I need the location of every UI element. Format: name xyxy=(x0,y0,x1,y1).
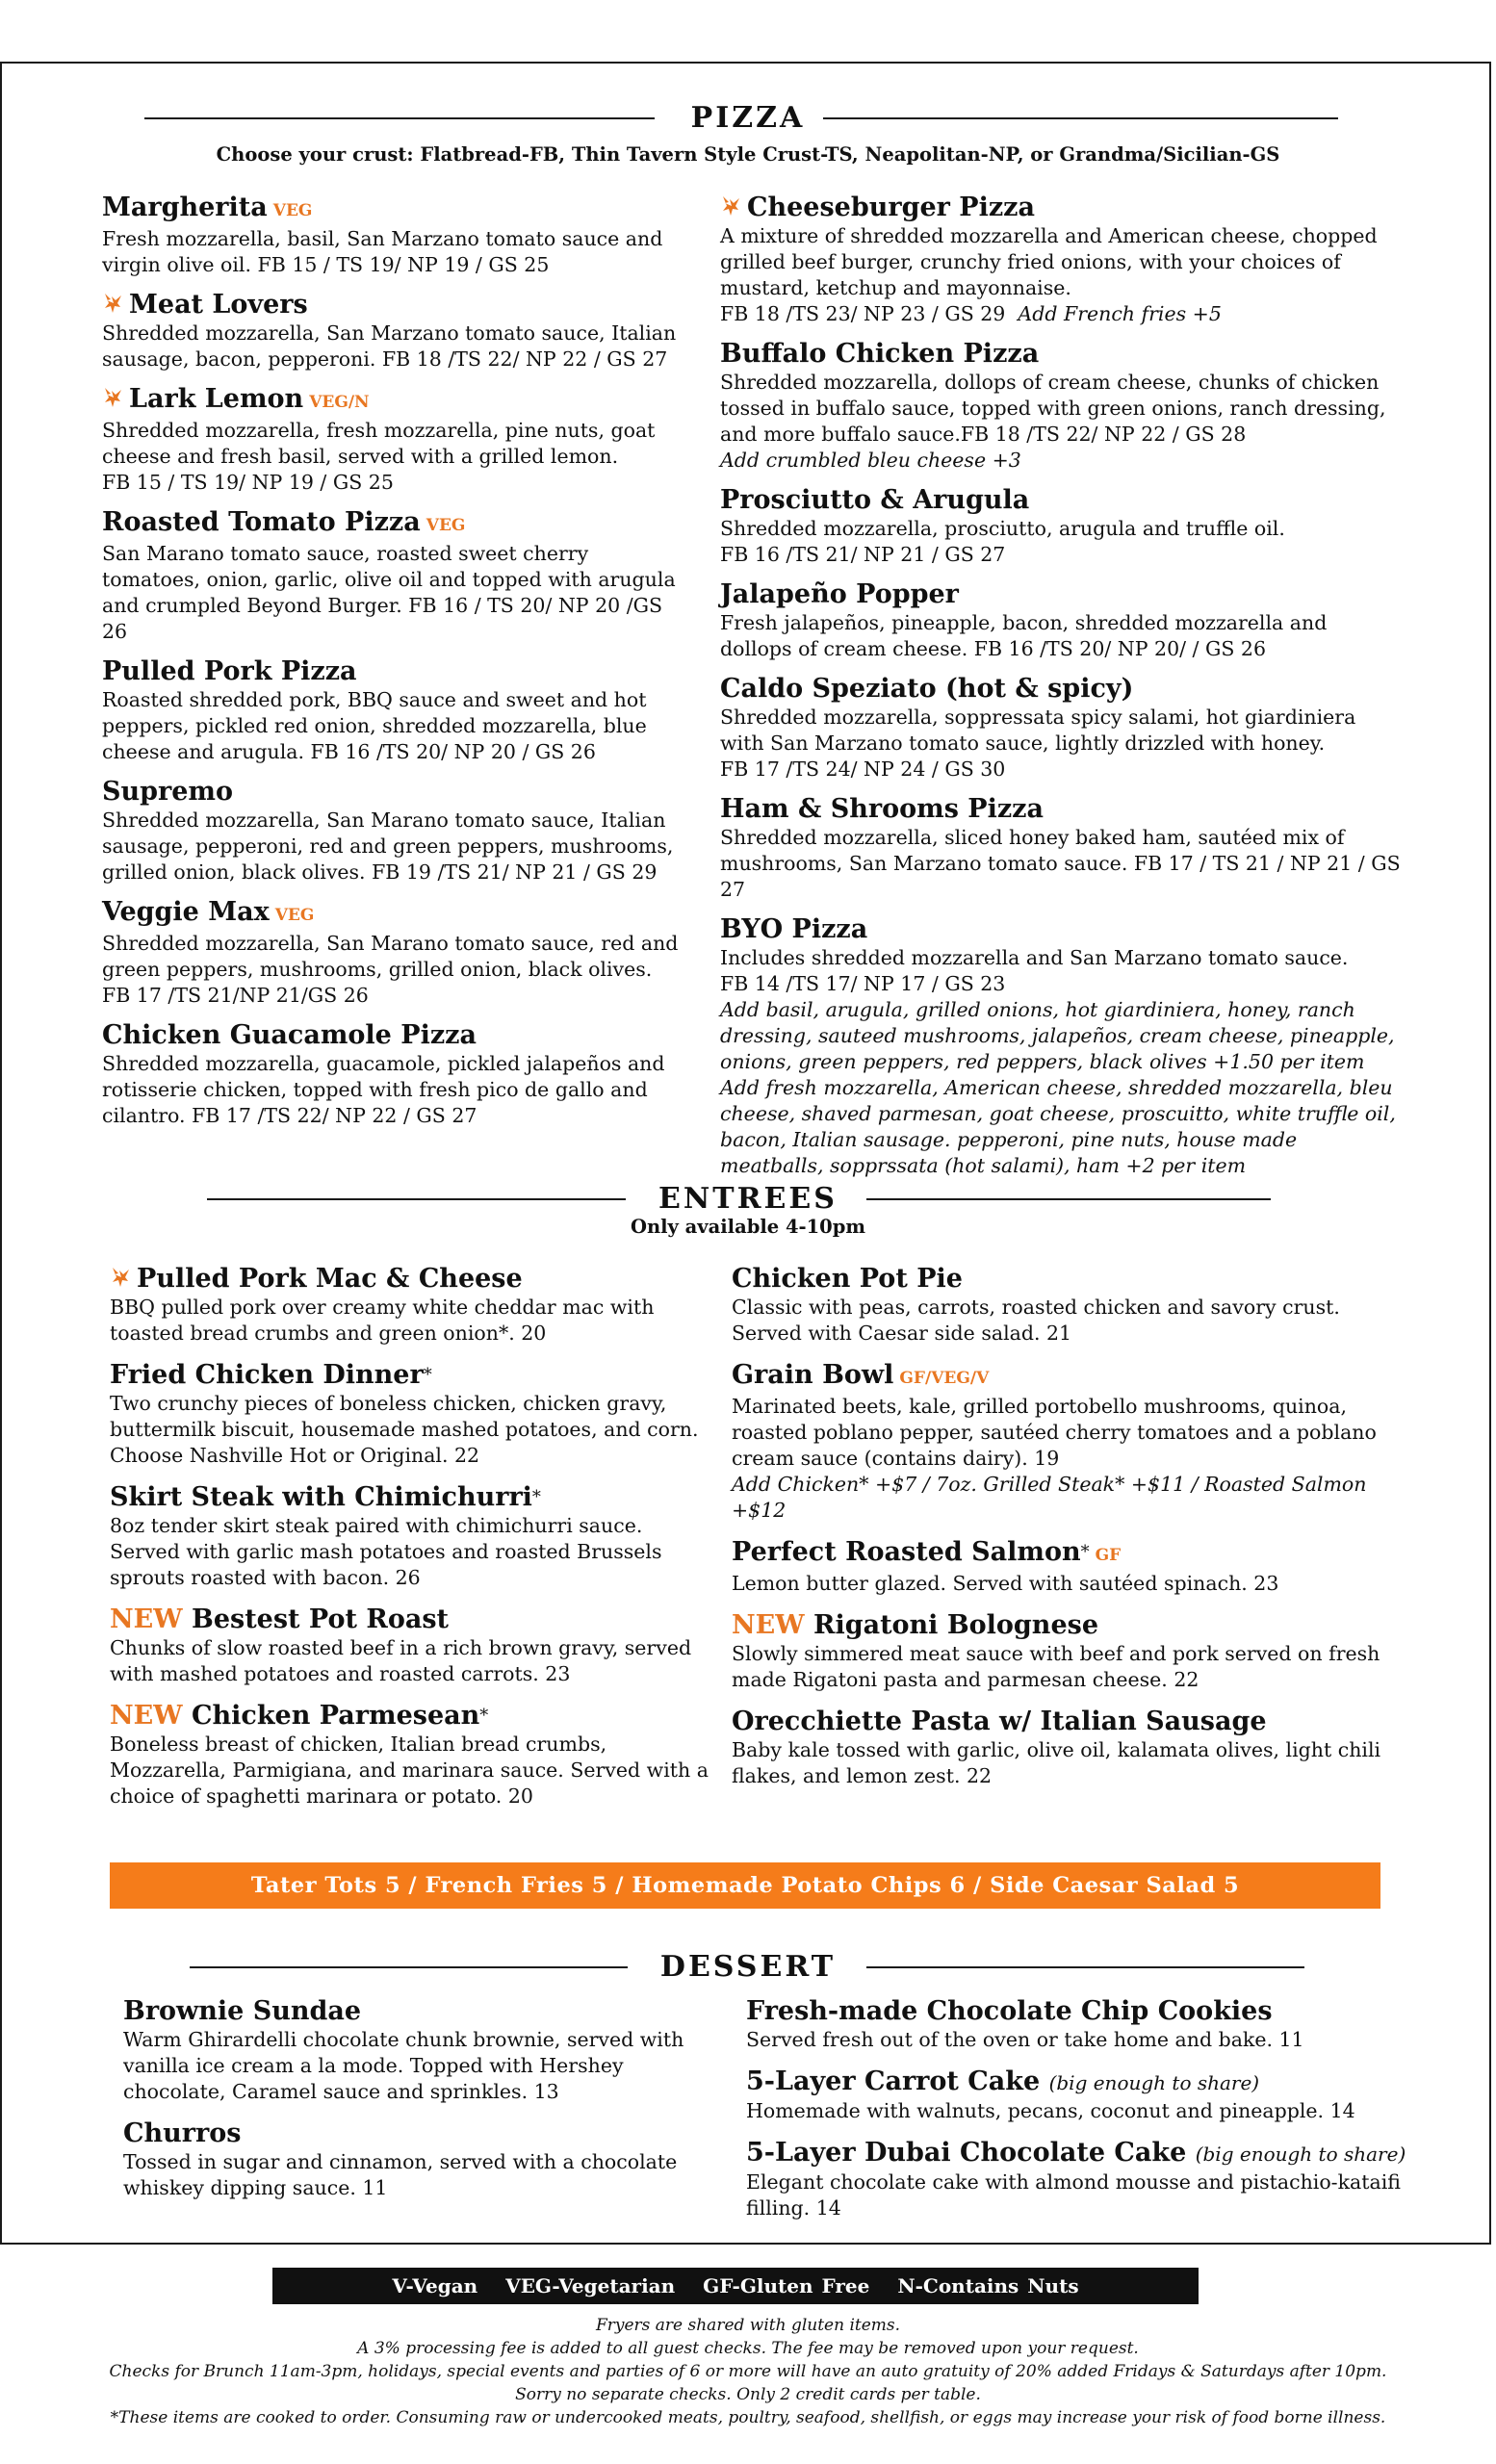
new-badge: NEW xyxy=(110,1701,183,1731)
item-desc: San Marano tomato sauce, roasted sweet cherry tomatoes, onion, garlic, olive oil and topped with arugula and crumpled Beyond Burger. FB 16 / TS 20/ NP 20 /GS 26 xyxy=(102,542,676,643)
diet-tag: VEG/N xyxy=(309,393,370,412)
raw-warning-mark: * xyxy=(423,1365,432,1385)
item-desc: Slowly simmered meat sauce with beef and pork served on fresh made Rigatoni pasta and parmesan cheese. 22 xyxy=(732,1642,1380,1691)
menu-item xyxy=(720,339,1404,474)
item-name: Margherita xyxy=(102,192,268,222)
item-desc: Homemade with walnuts, pecans, coconut and pineapple. 14 xyxy=(746,2099,1355,2122)
item-name: Fried Chicken Dinner xyxy=(110,1360,424,1390)
menu-item xyxy=(732,1264,1406,1347)
item-name: Pulled Pork Mac & Cheese xyxy=(137,1264,523,1294)
menu-item xyxy=(720,914,1404,1179)
item-name: Grain Bowl xyxy=(732,1360,894,1390)
entrees-subtitle: Only available 4-10pm xyxy=(630,1216,866,1238)
item-name: Brownie Sundae xyxy=(123,1996,362,2026)
item-name: Chicken Parmesean xyxy=(192,1701,480,1731)
item-desc: Boneless breast of chicken, Italian bread crumbs, Mozzarella, Parmigiana, and marinara sauce. Served with a choice of spaghetti marinara or potato. 20 xyxy=(110,1732,709,1808)
entrees-left-column xyxy=(110,1264,716,1821)
item-name: Ham & Shrooms Pizza xyxy=(720,794,1045,824)
dessert-left-column xyxy=(123,1996,730,2213)
diet-tag: VEG xyxy=(426,516,466,535)
item-addons: Add fresh mozzarella, American cheese, shredded mozzarella, bleu cheese, shaved parmesan, goat cheese, proscuitto, white truffle oil, bacon, Italian sausage. pepperoni, pine nuts, house made meatballs, sopprssata (hot salami), ham +2 per item xyxy=(720,1076,1396,1177)
item-name: Supremo xyxy=(102,777,233,807)
menu-item xyxy=(732,1537,1406,1597)
raw-warning-mark: * xyxy=(1080,1542,1090,1562)
item-desc: Two crunchy pieces of boneless chicken, chicken gravy, buttermilk biscuit, housemade mashed potatoes, and corn. Choose Nashville Hot or Original. 22 xyxy=(110,1392,699,1467)
section-title: DESSERT xyxy=(659,1950,837,1984)
item-desc: Shredded mozzarella, San Marano tomato sauce, Italian sausage, pepperoni, red and green peppers, mushrooms, grilled onion, black olives. FB 19 /TS 21/ NP 21 / GS 29 xyxy=(102,808,674,884)
menu-item xyxy=(732,1707,1406,1789)
legend-item: V-Vegan xyxy=(392,2274,478,2297)
pizza-left-column xyxy=(102,192,689,1141)
item-desc: Served fresh out of the oven or take home and bake. 11 xyxy=(746,2028,1304,2051)
menu-item xyxy=(102,1020,689,1129)
menu-item xyxy=(110,1360,716,1469)
item-desc: Shredded mozzarella, prosciutto, arugula and truffle oil. xyxy=(720,517,1285,540)
new-badge: NEW xyxy=(732,1610,805,1640)
item-desc: Tossed in sugar and cinnamon, served with a chocolate whiskey dipping sauce. 11 xyxy=(123,2150,678,2199)
item-price: FB 17 /TS 24/ NP 24 / GS 30 xyxy=(720,757,1006,781)
item-desc: Classic with peas, carrots, roasted chicken and savory crust. Served with Caesar side salad. 21 xyxy=(732,1296,1340,1345)
item-name: Meat Lovers xyxy=(129,290,308,320)
item-name: Perfect Roasted Salmon xyxy=(732,1537,1081,1567)
legend-item: GF-Gluten Free xyxy=(703,2274,870,2297)
menu-item xyxy=(746,2066,1410,2124)
menu-item xyxy=(102,507,689,645)
item-name: Bestest Pot Roast xyxy=(192,1604,449,1634)
diet-tag: VEG xyxy=(274,906,315,925)
menu-item xyxy=(102,192,689,278)
item-note: (big enough to share) xyxy=(1195,2143,1406,2166)
entrees-header xyxy=(0,1180,1496,1219)
menu-item xyxy=(732,1610,1406,1693)
item-name: Chicken Guacamole Pizza xyxy=(102,1020,477,1050)
item-desc: Elegant chocolate cake with almond mousse and pistachio-kataifi filling. 14 xyxy=(746,2170,1401,2220)
menu-item xyxy=(102,656,689,765)
menu-item xyxy=(110,1604,716,1687)
item-desc: Shredded mozzarella, dollops of cream cheese, chunks of chicken tossed in buffalo sauce, topped with green onions, ranch dressing, and more buffalo sauce.FB 18 /TS 22/ NP 22 / GS 28 xyxy=(720,371,1386,446)
item-name: Rigatoni Bolognese xyxy=(813,1610,1098,1640)
item-name: 5-Layer Carrot Cake xyxy=(746,2066,1041,2096)
dessert-header xyxy=(0,1948,1496,1987)
item-name: Orecchiette Pasta w/ Italian Sausage xyxy=(732,1707,1267,1736)
item-price: FB 14 /TS 17/ NP 17 / GS 23 xyxy=(720,972,1006,995)
note-line: A 3% processing fee is added to all guest checks. The fee may be removed upon your request. xyxy=(357,2339,1139,2358)
item-extra: Add crumbled bleu cheese +3 xyxy=(720,449,1021,472)
raw-warning-mark: * xyxy=(531,1487,541,1507)
entrees-right-column xyxy=(732,1264,1406,1801)
lark-bird-icon xyxy=(102,292,123,315)
diet-tag: GF xyxy=(1095,1546,1122,1565)
note-line: Checks for Brunch 11am-3pm, holidays, special events and parties of 6 or more will have an auto gratuity of 20% added Fridays & Saturdays after 10pm. xyxy=(109,2362,1387,2381)
crust-note: Choose your crust: Flatbread-FB, Thin Tavern Style Crust-TS, Neapolitan-NP, or Grandma/Sicilian-GS xyxy=(216,143,1280,166)
item-name: Fresh-made Chocolate Chip Cookies xyxy=(746,1996,1273,2026)
item-price: FB 15 / TS 19/ NP 19 / GS 25 xyxy=(102,471,394,494)
menu-item xyxy=(720,579,1404,662)
item-desc: Fresh mozzarella, basil, San Marzano tomato sauce and virgin olive oil. FB 15 / TS 19/ NP 19 / GS 25 xyxy=(102,227,663,276)
item-extra: Add Chicken* +$7 / 7oz. Grilled Steak* +$11 / Roasted Salmon +$12 xyxy=(732,1473,1367,1522)
footer-notes xyxy=(0,2314,1496,2429)
menu-item xyxy=(110,1264,716,1347)
menu-item xyxy=(102,897,689,1009)
item-name: Churros xyxy=(123,2118,242,2148)
note-line: *These items are cooked to order. Consuming raw or undercooked meats, poultry, seafood, shellfish, or eggs may increase your risk of food borne illness. xyxy=(110,2408,1386,2427)
item-desc: Shredded mozzarella, soppressata spicy salami, hot giardiniera with San Marzano tomato sauce, lightly drizzled with honey. xyxy=(720,706,1356,755)
item-name: Prosciutto & Arugula xyxy=(720,485,1030,515)
item-desc: Shredded mozzarella, San Marzano tomato sauce, Italian sausage, bacon, pepperoni. FB 18 /TS 22/ NP 22 / GS 27 xyxy=(102,321,677,371)
item-name: Cheeseburger Pizza xyxy=(747,192,1035,222)
item-desc: 8oz tender skirt steak paired with chimichurri sauce. Served with garlic mash potatoes and roasted Brussels sprouts roasted with bacon. 26 xyxy=(110,1514,662,1589)
menu-item xyxy=(110,1482,716,1591)
item-note: (big enough to share) xyxy=(1048,2071,1260,2094)
sides-banner: Tater Tots 5 / French Fries 5 / Homemade Potato Chips 6 / Side Caesar Salad 5 xyxy=(110,1862,1380,1909)
item-desc: Lemon butter glazed. Served with sautéed spinach. 23 xyxy=(732,1572,1279,1595)
item-name: 5-Layer Dubai Chocolate Cake xyxy=(746,2138,1187,2168)
item-addons: Add basil, arugula, grilled onions, hot giardiniera, honey, ranch dressing, sauteed mushrooms, jalapeños, cream cheese, pineapple, onions, green peppers, red peppers, black olives +1.50 per item xyxy=(720,998,1395,1073)
new-badge: NEW xyxy=(110,1604,183,1634)
item-name: Buffalo Chicken Pizza xyxy=(720,339,1040,369)
note-line: Sorry no separate checks. Only 2 credit cards per table. xyxy=(515,2385,981,2404)
menu-item xyxy=(746,2138,1410,2221)
dessert-right-column xyxy=(746,1996,1410,2233)
item-desc: Shredded mozzarella, sliced honey baked ham, sautéed mix of mushrooms, San Marzano tomato sauce. FB 17 / TS 21 / NP 21 / GS 27 xyxy=(720,826,1401,901)
item-desc: Chunks of slow roasted beef in a rich brown gravy, served with mashed potatoes and roasted carrots. 23 xyxy=(110,1636,692,1685)
menu-item xyxy=(102,384,689,496)
item-desc: Shredded mozzarella, fresh mozzarella, pine nuts, goat cheese and fresh basil, served with a grilled lemon. xyxy=(102,419,656,468)
item-name: Skirt Steak with Chimichurri xyxy=(110,1482,532,1512)
item-name: Pulled Pork Pizza xyxy=(102,656,357,686)
menu-item xyxy=(720,192,1404,327)
item-desc: Shredded mozzarella, guacamole, pickled jalapeños and rotisserie chicken, topped with fresh pico de gallo and cilantro. FB 17 /TS 22/ NP 22 / GS 27 xyxy=(102,1052,665,1127)
diet-legend xyxy=(272,2268,1199,2304)
menu-item xyxy=(123,2118,730,2201)
legend-item: VEG-Vegetarian xyxy=(505,2274,676,2297)
legend-item: N-Contains Nuts xyxy=(897,2274,1079,2297)
item-desc: A mixture of shredded mozzarella and American cheese, chopped grilled beef burger, crunchy fried onions, with your choices of mustard, ketchup and mayonnaise. xyxy=(720,224,1378,299)
lark-bird-icon xyxy=(720,194,741,218)
pizza-header xyxy=(0,99,1496,138)
lark-bird-icon xyxy=(102,386,123,409)
pizza-right-column xyxy=(720,192,1404,1191)
item-name: Veggie Max xyxy=(102,897,270,927)
menu-item xyxy=(102,777,689,886)
item-price: FB 16 /TS 21/ NP 21 / GS 27 xyxy=(720,543,1006,566)
item-price: FB 18 /TS 23/ NP 23 / GS 29 xyxy=(720,302,1006,325)
item-desc: Warm Ghirardelli chocolate chunk brownie, served with vanilla ice cream a la mode. Topped with Hershey chocolate, Caramel sauce and sprinkles. 13 xyxy=(123,2028,684,2103)
diet-tag: GF/VEG/V xyxy=(899,1369,990,1388)
menu-item xyxy=(720,485,1404,568)
item-name: Jalapeño Popper xyxy=(720,579,959,609)
item-desc: BBQ pulled pork over creamy white cheddar mac with toasted bread crumbs and green onion*. 20 xyxy=(110,1296,655,1345)
item-desc: Shredded mozzarella, San Marano tomato sauce, red and green peppers, mushrooms, grilled onion, black olives. xyxy=(102,932,679,981)
section-title: PIZZA xyxy=(690,101,806,135)
menu-item xyxy=(732,1360,1406,1524)
item-name: BYO Pizza xyxy=(720,914,868,944)
menu-item xyxy=(102,290,689,372)
item-name: Lark Lemon xyxy=(129,384,304,414)
menu-item xyxy=(110,1701,716,1810)
raw-warning-mark: * xyxy=(479,1706,489,1726)
item-extra: Add French fries +5 xyxy=(1018,302,1222,325)
item-name: Caldo Speziato (hot & spicy) xyxy=(720,674,1134,704)
item-name: Roasted Tomato Pizza xyxy=(102,507,421,537)
diet-tag: VEG xyxy=(272,201,313,220)
note-line: Fryers are shared with gluten items. xyxy=(595,2316,901,2335)
item-desc: Roasted shredded pork, BBQ sauce and sweet and hot peppers, pickled red onion, shredded mozzarella, blue cheese and arugula. FB 16 /TS 20/ NP 20 / GS 26 xyxy=(102,688,647,763)
item-desc: Includes shredded mozzarella and San Marzano tomato sauce. xyxy=(720,946,1349,969)
item-desc: Fresh jalapeños, pineapple, bacon, shredded mozzarella and dollops of cream cheese. FB 16 /TS 20/ NP 20/ / GS 26 xyxy=(720,611,1328,660)
menu-item xyxy=(720,674,1404,783)
item-desc: Baby kale tossed with garlic, olive oil, kalamata olives, light chili flakes, and lemon zest. 22 xyxy=(732,1738,1381,1787)
menu-item xyxy=(720,794,1404,903)
section-title: ENTREES xyxy=(658,1182,838,1216)
menu-item xyxy=(746,1996,1410,2053)
item-name: Chicken Pot Pie xyxy=(732,1264,963,1294)
menu-item xyxy=(123,1996,730,2105)
item-price: FB 17 /TS 21/NP 21/GS 26 xyxy=(102,984,369,1007)
item-desc: Marinated beets, kale, grilled portobello mushrooms, quinoa, roasted poblano pepper, sautéed cherry tomatoes and a poblano cream sauce (contains dairy). 19 xyxy=(732,1395,1377,1470)
lark-bird-icon xyxy=(110,1266,131,1289)
